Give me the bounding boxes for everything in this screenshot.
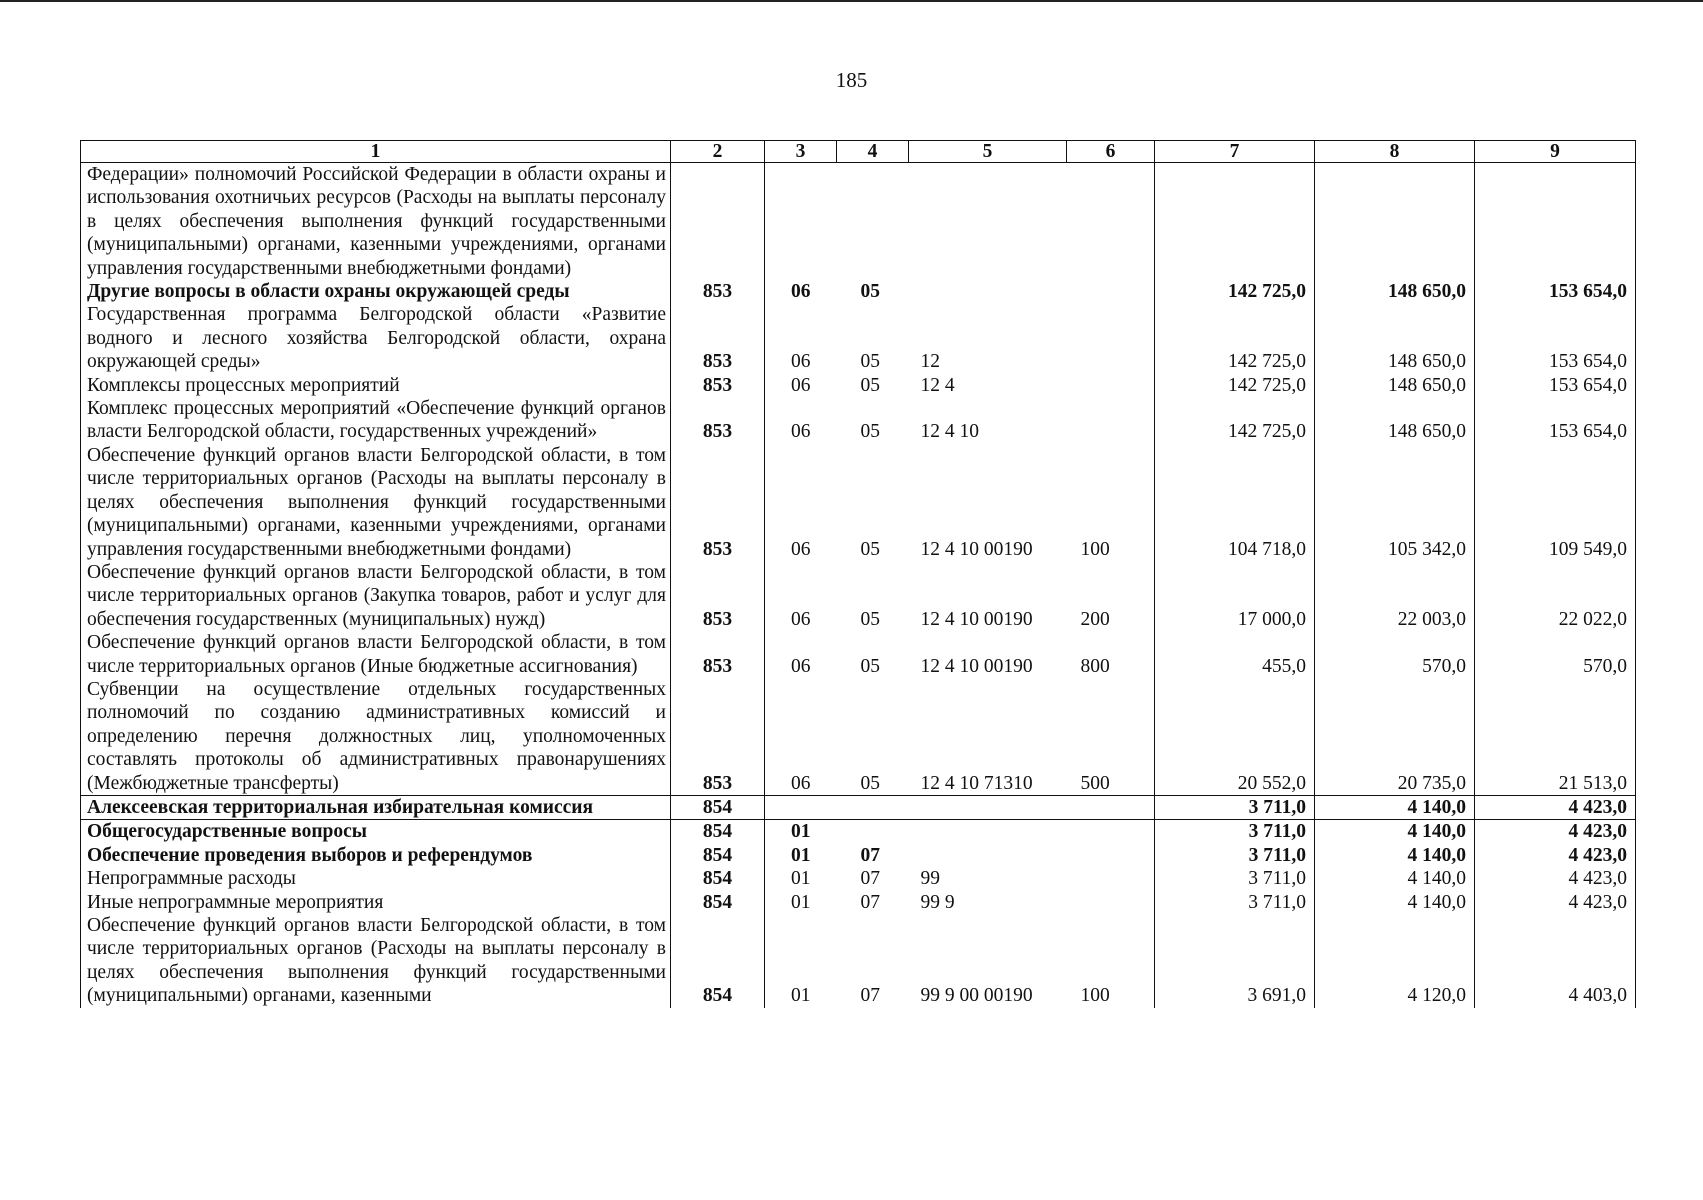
row-name: Непрограммные расходы: [81, 867, 671, 890]
col-amount-7: 3 711,0: [1155, 891, 1315, 914]
col-subsection: 05: [860, 655, 880, 677]
col-expense-type: [1067, 397, 1155, 444]
page-top-rule: [0, 0, 1703, 2]
table-row-commission: [81, 795, 1636, 819]
col-amount-9: 4 423,0: [1475, 891, 1636, 914]
col-amount-9: 153 654,0: [1475, 397, 1636, 444]
col-expense-type: [1067, 891, 1155, 914]
col-amount-8: 148 650,0: [1315, 280, 1475, 303]
col-ministry: 853: [671, 397, 765, 444]
col-target-article: 99: [920, 868, 940, 890]
col-amount-9: 109 549,0: [1475, 444, 1636, 561]
header-col-6: 6: [1067, 141, 1155, 163]
col-section: 06: [765, 678, 837, 796]
col-amount-7: 142 725,0: [1155, 303, 1315, 373]
col-section: [765, 795, 837, 819]
row-name: Обеспечение функций органов власти Белгородской области, в том числе территориальных органов (Закупка товаров, работ и услуг для обеспечения государственных (муниципальных) нужд): [81, 561, 671, 631]
row-name: Алексеевская территориальная избирательная комиссия: [81, 795, 671, 819]
header-row: [81, 141, 1636, 163]
row-name: Обеспечение функций органов власти Белгородской области, в том числе территориальных органов (Расходы на выплаты персоналу в целях обеспечения выполнения функций государственными (муниципальными) органами, казенными учреждениями, органами управления государственными внебюджетными фондами): [81, 444, 671, 561]
col-amount-8: [1315, 163, 1475, 281]
col-target-article: 12 4 10: [920, 421, 979, 443]
col-target-article: [909, 795, 1067, 819]
col-expense-type: [1067, 820, 1155, 844]
col-ministry: 853: [671, 561, 765, 631]
col-subsection: 07: [860, 868, 880, 890]
col-subsection: [837, 795, 909, 819]
col-ministry: 854: [671, 867, 765, 890]
header-col-7: 7: [1155, 141, 1315, 163]
col-expense-type: [1067, 844, 1155, 867]
header-col-8: 8: [1315, 141, 1475, 163]
col-section: [765, 163, 837, 281]
col-section: 06: [765, 374, 837, 397]
col-expense-type: [1067, 867, 1155, 890]
col-ministry: 853: [671, 444, 765, 561]
col-target-article: 99 9: [920, 891, 955, 913]
col-amount-8: 4 140,0: [1315, 867, 1475, 890]
row-name: Комплексы процессных мероприятий: [81, 374, 671, 397]
col-amount-9: 4 423,0: [1475, 844, 1636, 867]
col-subsection: 05: [860, 608, 880, 630]
col-expense-type: 100: [1067, 914, 1155, 1008]
row-name: Иные непрограммные мероприятия: [81, 891, 671, 914]
header-col-1: 1: [81, 141, 671, 163]
col-amount-9: 22 022,0: [1475, 561, 1636, 631]
page-number: 185: [835, 68, 868, 92]
col-expense-type: 200: [1067, 561, 1155, 631]
col-section: 06: [765, 631, 837, 678]
col-section: 06: [765, 444, 837, 561]
col-amount-7: [1155, 163, 1315, 281]
col-ministry: 853: [671, 678, 765, 796]
col-expense-type: 500: [1067, 678, 1155, 796]
row-name: Федерации» полномочий Российской Федерации в области охраны и использования охотничьих ресурсов (Расходы на выплаты персоналу в целях обеспечения выполнения функций государственными (муниципальными) органами, казенными учреждениями, органами управления государственными внебюджетными фондами): [81, 163, 671, 281]
table-row: [81, 631, 1636, 678]
col-amount-8: 148 650,0: [1315, 303, 1475, 373]
row-name: Государственная программа Белгородской области «Развитие водного и лесного хозяйства Белгородской области, охрана окружающей среды»: [81, 303, 671, 373]
row-name: Обеспечение функций органов власти Белгородской области, в том числе территориальных органов (Расходы на выплаты персоналу в целях обеспечения выполнения функций государственными (муниципальными) органами, казенными: [81, 914, 671, 1008]
table-row: [81, 303, 1636, 373]
col-target-article: 12 4 10 71310: [920, 772, 1033, 794]
col-amount-7: 142 725,0: [1155, 280, 1315, 303]
table-row: [81, 914, 1636, 1008]
col-section: 01: [765, 844, 837, 867]
col-ministry: 853: [671, 631, 765, 678]
col-amount-8: 4 140,0: [1315, 844, 1475, 867]
col-amount-7: 3 691,0: [1155, 914, 1315, 1008]
row-name: Обеспечение функций органов власти Белгородской области, в том числе территориальных органов (Иные бюджетные ассигнования): [81, 631, 671, 678]
col-section: 01: [765, 891, 837, 914]
col-amount-7: 142 725,0: [1155, 397, 1315, 444]
col-ministry: 854: [671, 914, 765, 1008]
col-target-article: 12: [920, 351, 940, 373]
col-subsection: 05: [860, 421, 880, 443]
col-section: 01: [765, 820, 837, 844]
col-target-article: [909, 280, 1067, 303]
table-row: [81, 844, 1636, 867]
col-amount-9: 4 403,0: [1475, 914, 1636, 1008]
col-amount-7: 104 718,0: [1155, 444, 1315, 561]
col-subsection: 05: [860, 772, 880, 794]
col-amount-7: 3 711,0: [1155, 867, 1315, 890]
col-expense-type: [1067, 303, 1155, 373]
col-target-article: [909, 163, 1067, 281]
row-name: Субвенции на осуществление отдельных государственных полномочий по созданию административных комиссий и определению перечня должностных лиц, уполномоченных составлять протоколы об административных правонарушениях (Межбюджетные трансферты): [81, 678, 671, 796]
col-ministry: 854: [671, 891, 765, 914]
col-target-article: 12 4 10 00190: [920, 655, 1033, 677]
col-section: 06: [765, 303, 837, 373]
table-row: [81, 374, 1636, 397]
col-subsection: 07: [860, 985, 880, 1007]
col-amount-9: 4 423,0: [1475, 820, 1636, 844]
col-amount-8: 148 650,0: [1315, 374, 1475, 397]
header-col-2: 2: [671, 141, 765, 163]
col-target-article: 12 4: [920, 374, 955, 396]
col-ministry: 853: [671, 303, 765, 373]
col-expense-type: [1067, 795, 1155, 819]
table-row: [81, 444, 1636, 561]
col-amount-9: 4 423,0: [1475, 795, 1636, 819]
budget-table: [80, 140, 1636, 1008]
col-ministry: 853: [671, 374, 765, 397]
col-section: 06: [765, 561, 837, 631]
col-amount-7: 3 711,0: [1155, 820, 1315, 844]
table-row: [81, 678, 1636, 796]
col-section: 01: [765, 867, 837, 890]
table-row: [81, 280, 1636, 303]
row-name: Общегосударственные вопросы: [81, 820, 671, 844]
col-amount-9: 153 654,0: [1475, 280, 1636, 303]
col-expense-type: [1067, 374, 1155, 397]
col-ministry: 854: [671, 844, 765, 867]
col-amount-8: 22 003,0: [1315, 561, 1475, 631]
col-amount-8: 4 120,0: [1315, 914, 1475, 1008]
col-target-article: 12 4 10 00190: [920, 538, 1033, 560]
col-amount-9: 4 423,0: [1475, 867, 1636, 890]
header-col-5: 5: [909, 141, 1067, 163]
col-amount-8: 4 140,0: [1315, 795, 1475, 819]
header-col-9: 9: [1475, 141, 1636, 163]
col-subsection: 07: [860, 844, 880, 866]
col-ministry: [671, 163, 765, 281]
row-name: Другие вопросы в области охраны окружающей среды: [81, 280, 671, 303]
col-amount-8: 105 342,0: [1315, 444, 1475, 561]
col-amount-7: 3 711,0: [1155, 844, 1315, 867]
col-amount-9: 153 654,0: [1475, 374, 1636, 397]
col-amount-7: 20 552,0: [1155, 678, 1315, 796]
col-target-article: [909, 820, 1067, 844]
col-amount-7: 3 711,0: [1155, 795, 1315, 819]
table-row: [81, 163, 1636, 281]
col-target-article: 12 4 10 00190: [920, 608, 1033, 630]
header-col-3: 3: [765, 141, 837, 163]
col-subsection: 05: [860, 351, 880, 373]
col-amount-9: 21 513,0: [1475, 678, 1636, 796]
header-col-4: 4: [837, 141, 909, 163]
col-amount-8: 20 735,0: [1315, 678, 1475, 796]
col-ministry: 853: [671, 280, 765, 303]
col-amount-8: 570,0: [1315, 631, 1475, 678]
col-amount-9: [1475, 163, 1636, 281]
col-section: 06: [765, 280, 837, 303]
col-amount-8: 148 650,0: [1315, 397, 1475, 444]
col-ministry: 854: [671, 795, 765, 819]
table-row: [81, 820, 1636, 844]
col-subsection: [837, 163, 909, 281]
col-expense-type: 100: [1067, 444, 1155, 561]
col-section: 01: [765, 914, 837, 1008]
col-section: 06: [765, 397, 837, 444]
col-expense-type: [1067, 280, 1155, 303]
col-target-article: 99 9 00 00190: [920, 985, 1033, 1007]
col-amount-7: 142 725,0: [1155, 374, 1315, 397]
table-row: [81, 397, 1636, 444]
col-ministry: 854: [671, 820, 765, 844]
col-amount-9: 153 654,0: [1475, 303, 1636, 373]
table-row: [81, 891, 1636, 914]
col-expense-type: [1067, 163, 1155, 281]
col-amount-9: 570,0: [1475, 631, 1636, 678]
col-amount-8: 4 140,0: [1315, 820, 1475, 844]
col-subsection: 05: [860, 281, 880, 303]
col-amount-7: 17 000,0: [1155, 561, 1315, 631]
col-subsection: 05: [860, 538, 880, 560]
col-target-article: [909, 844, 1067, 867]
row-name: Комплекс процессных мероприятий «Обеспечение функций органов власти Белгородской области, государственных учреждений»: [81, 397, 671, 444]
col-subsection: 05: [860, 374, 880, 396]
col-expense-type: 800: [1067, 631, 1155, 678]
row-name: Обеспечение проведения выборов и референдумов: [81, 844, 671, 867]
col-subsection: 07: [860, 891, 880, 913]
col-amount-7: 455,0: [1155, 631, 1315, 678]
col-subsection: [837, 820, 909, 844]
col-amount-8: 4 140,0: [1315, 891, 1475, 914]
table-row: [81, 867, 1636, 890]
table-row: [81, 561, 1636, 631]
